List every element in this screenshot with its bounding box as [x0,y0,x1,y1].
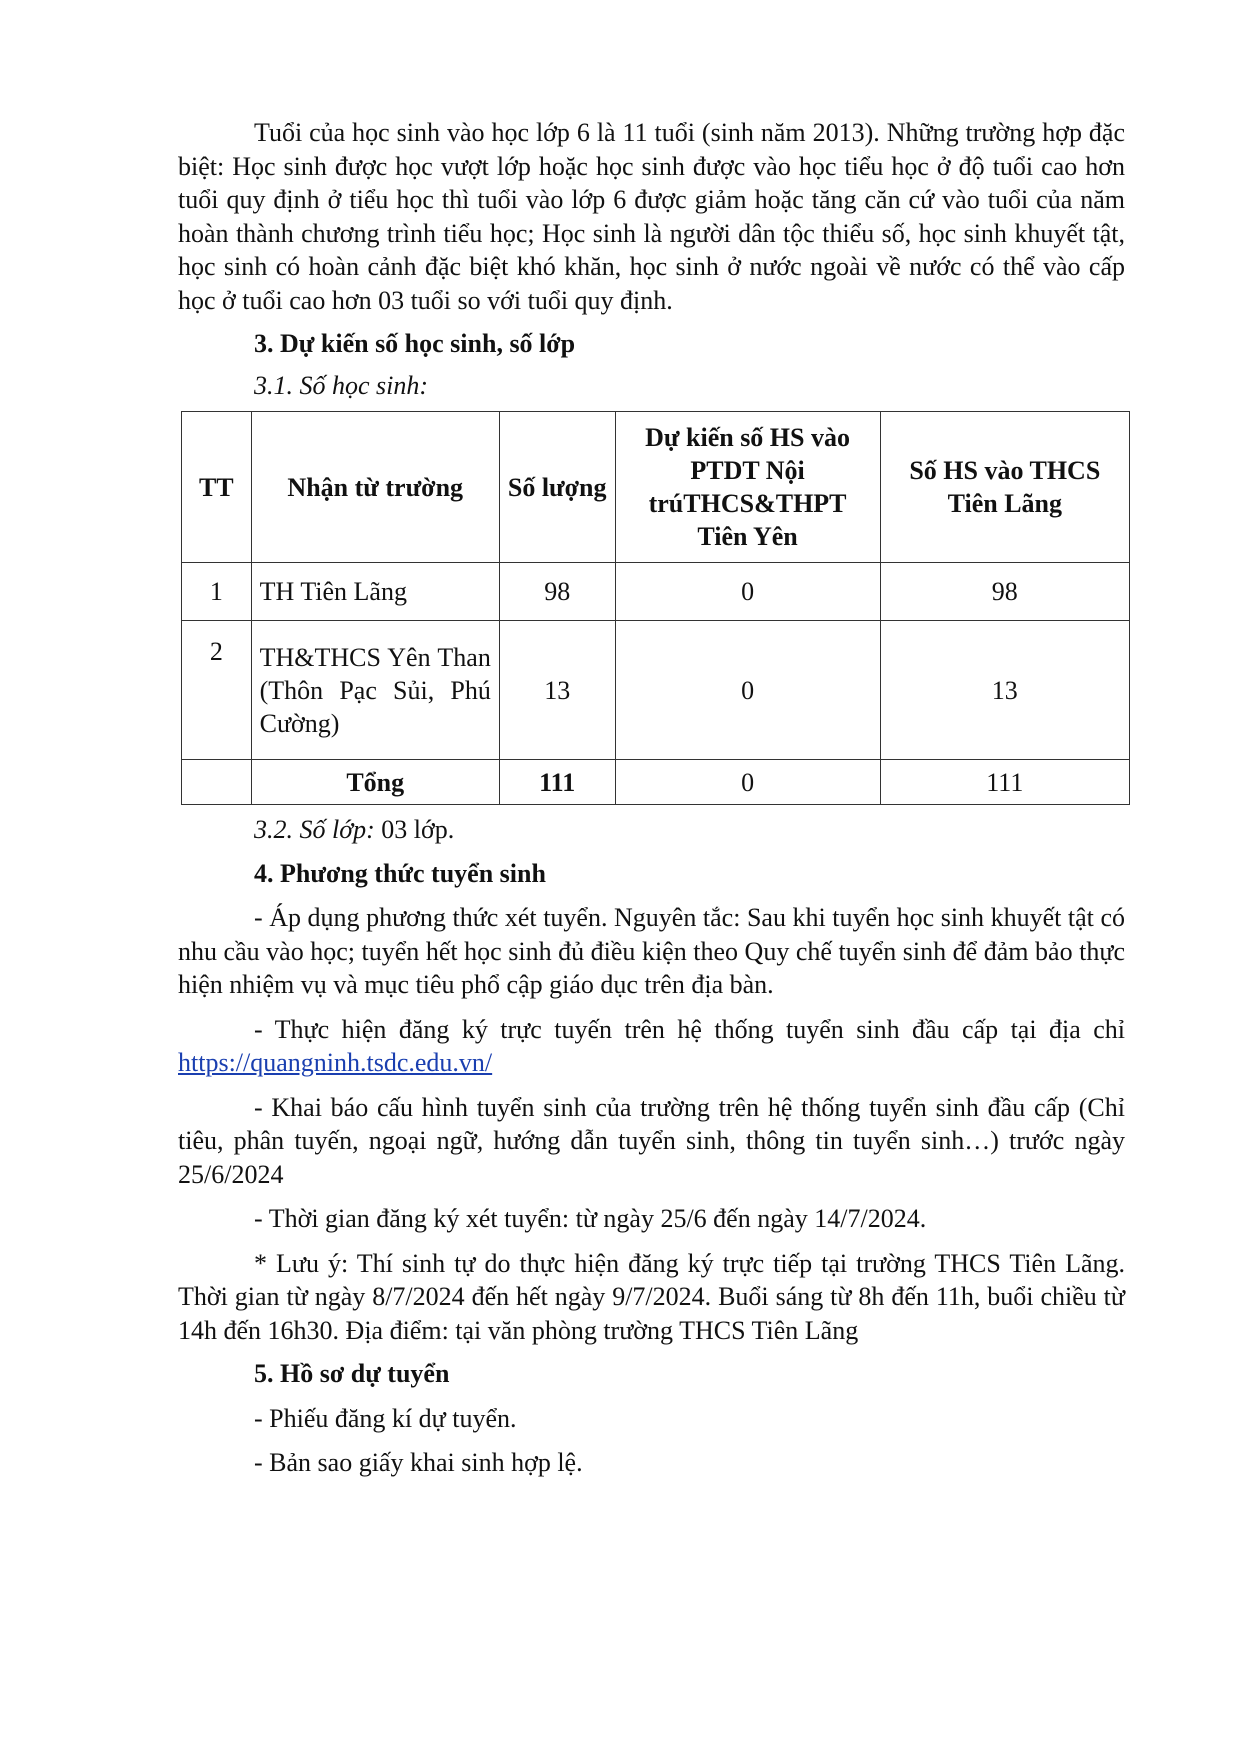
table-row [182,621,1130,760]
section-5-item-2: - Bản sao giấy khai sinh hợp lệ. [254,1448,583,1477]
cell-boarding: 0 [615,621,880,760]
cell-total-thcs: 111 [880,760,1129,805]
cell-thcs: 13 [880,621,1129,760]
cell-tt [182,760,252,805]
section-3-2-value: 03 lớp. [374,815,455,844]
cell-tt: 1 [182,563,252,621]
table-total-row [182,760,1130,805]
table-row [182,563,1130,621]
col-header-tt: TT [182,412,252,563]
cell-quantity: 98 [499,563,615,621]
cell-total-quantity: 111 [499,760,615,805]
enrollment-table [181,411,1130,805]
section-5-heading: 5. Hồ sơ dự tuyển [254,1359,450,1388]
cell-quantity: 13 [499,621,615,760]
section-3-1-subheading: 3.1. Số học sinh: [254,370,429,400]
cell-school: TH&THCS Yên Than (Thôn Pạc Sủi, Phú Cường) [251,621,499,760]
section-4-paragraph-4: - Thời gian đăng ký xét tuyển: từ ngày 25/6 đến ngày 14/7/2024. [254,1204,927,1233]
section-3-2-label: 3.2. Số lớp: [254,815,375,844]
cell-total-label: Tổng [251,760,499,805]
section-4-heading: 4. Phương thức tuyển sinh [254,858,546,888]
col-header-thcs: Số HS vào THCS Tiên Lãng [880,412,1129,563]
section-4-paragraph-1: - Áp dụng phương thức xét tuyển. Nguyên tắc: Sau khi tuyển học sinh khuyết tật có nhu cầu vào học; tuyển hết học sinh đủ điều kiện theo Quy chế tuyển sinh để đảm bảo thực hiện nhiệm vụ và mục tiêu phổ cập giáo dục trên địa bàn. [178,903,1125,999]
section-4-note: * Lưu ý: Thí sinh tự do thực hiện đăng ký trực tiếp tại trường THCS Tiên Lãng. Thời gian từ ngày 8/7/2024 đến hết ngày 9/7/2024. Buổi sáng từ 8h đến 11h, buổi chiều từ 14h đến 16h30. Địa điểm: tại văn phòng trường THCS Tiên Lãng [178,1248,1125,1345]
section-4-paragraph-3: - Khai báo cấu hình tuyển sinh của trường trên hệ thống tuyển sinh đầu cấp (Chỉ tiêu, phân tuyến, ngoại ngữ, hướng dẫn tuyển sinh, thông tin tuyển sinh…) trước ngày 25/6/2024 [178,1092,1125,1189]
cell-boarding: 0 [615,563,880,621]
intro-paragraph: Tuổi của học sinh vào học lớp 6 là 11 tuổi (sinh năm 2013). Những trường hợp đặc biệt: Học sinh được học vượt lớp hoặc học sinh được vào học tiểu học ở độ tuổi cao hơn tuổi quy định ở tiểu học thì tuổi vào lớp 6 được giảm hoặc tăng căn cứ vào tuổi của năm hoàn thành chương trình tiểu học; Học sinh là người dân tộc thiểu số, học sinh khuyết tật, học sinh có hoàn cảnh đặc biệt khó khăn, học sinh ở nước ngoài về nước có thể vào cấp học ở tuổi cao hơn 03 tuổi so với tuổi quy định. [178,118,1125,315]
registration-link[interactable]: https://quangninh.tsdc.edu.vn/ [178,1048,493,1077]
section-5-item-1: - Phiếu đăng kí dự tuyển. [254,1403,517,1433]
section-3-heading: 3. Dự kiến số học sinh, số lớp [254,329,576,358]
col-header-quantity: Số lượng [499,412,615,563]
section-4-paragraph-2-text: - Thực hiện đăng ký trực tuyến trên hệ thống tuyển sinh đầu cấp tại địa chỉ [254,1014,1125,1044]
cell-school: TH Tiên Lãng [251,563,499,621]
section-3-2-line [178,813,1125,847]
cell-tt: 2 [182,621,252,760]
document-body [178,116,1125,1480]
col-header-boarding: Dự kiến số HS vào PTDT Nội trúTHCS&THPT Tiên Yên [615,412,880,563]
cell-thcs: 98 [880,563,1129,621]
table-header-row [182,412,1130,563]
col-header-school: Nhận từ trường [251,412,499,563]
cell-total-boarding: 0 [615,760,880,805]
section-4-paragraph-2 [178,1013,1125,1080]
